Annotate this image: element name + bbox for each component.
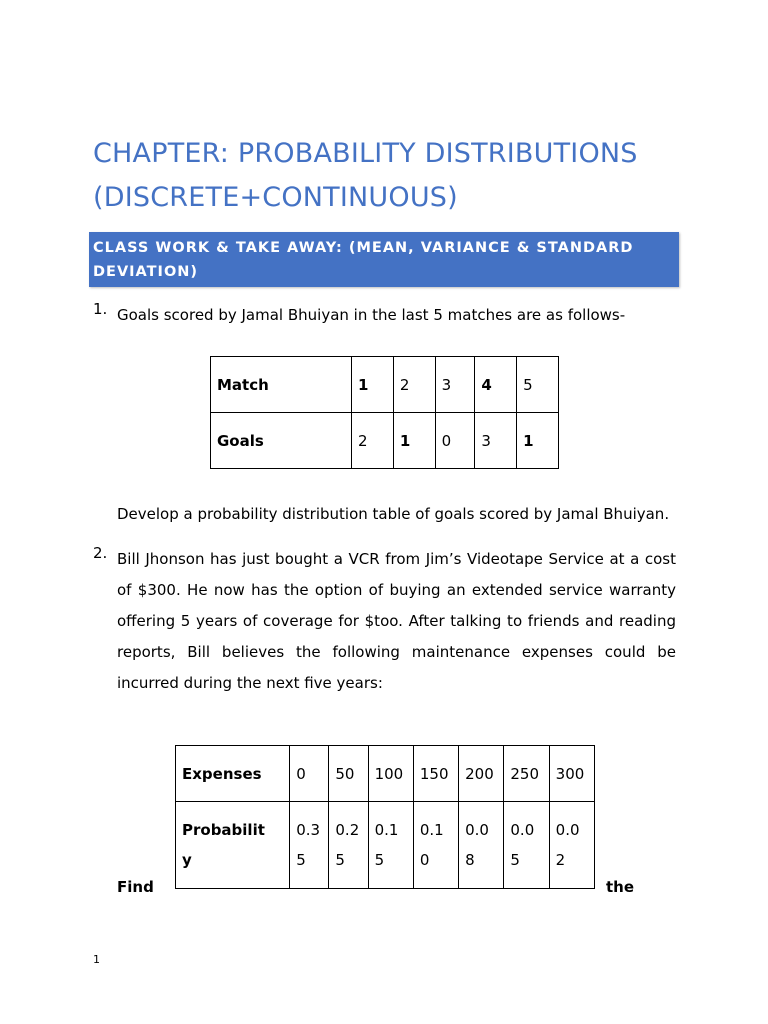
table-cell: 4 [475,357,517,413]
cell-part: 0.0 [510,821,535,839]
banner-line2: DEVIATION) [93,264,199,280]
goals-table [210,356,559,469]
cell-part: 0.1 [419,821,444,839]
cell-part: 0.0 [555,821,580,839]
table-cell: 2 [352,413,394,469]
table-row-goals [211,413,559,469]
table-cell [413,802,458,889]
cell-part: 8 [465,851,475,869]
cell-part: 5 [296,851,306,869]
expenses-table [175,745,595,889]
table-row-match [211,357,559,413]
cell-part: 0.2 [335,821,360,839]
cell-part: 5 [335,851,345,869]
chapter-title-line1: CHAPTER: PROBABILITY DISTRIBUTIONS [93,138,638,169]
table-cell: 0 [290,746,329,802]
table-cell: 300 [549,746,594,802]
table-cell: 200 [459,746,504,802]
table-cell: 5 [517,357,559,413]
table-cell: 1 [517,413,559,469]
table-cell: 1 [393,413,435,469]
table-cell [329,802,368,889]
table-cell-header: Match [211,357,352,413]
section-banner-text [93,236,673,284]
table-cell-header [176,802,290,889]
table-cell [504,802,549,889]
cell-part: 5 [374,851,385,869]
cell-part: 0.1 [374,821,399,839]
cell-part: 2 [555,851,566,869]
table-cell: 0 [435,413,475,469]
table-cell: 150 [413,746,458,802]
table-cell: 250 [504,746,549,802]
question-2-number: 2. [93,544,108,562]
table-cell-header: Expenses [176,746,290,802]
table-row-expenses [176,746,595,802]
cell-part: 0 [419,851,430,869]
table-cell: 3 [475,413,517,469]
table-cell: 50 [329,746,368,802]
find-word: Find [117,878,154,896]
page-number: 1 [93,953,100,966]
question-1-text: Goals scored by Jamal Bhuiyan in the last 5 matches are as follows- [117,306,626,324]
chapter-title [93,132,713,220]
question-1-number: 1. [93,300,108,318]
table-cell: 100 [368,746,413,802]
section-banner [89,232,679,287]
question-2-text: Bill Jhonson has just bought a VCR from Jim’s Videotape Service at a cost of $300. He now has the option of buying an extended service warranty offering 5 years of coverage for $too. After talking to friends and reading reports, Bill believes the following maintenance expenses could be incurred during the next five years: [117,550,676,692]
table-cell [290,802,329,889]
table-cell [459,802,504,889]
question-1-followup: Develop a probability distribution table of goals scored by Jamal Bhuiyan. [117,505,670,523]
table-cell-header: Goals [211,413,352,469]
table-cell: 3 [435,357,475,413]
cell-part: 0.0 [465,821,489,839]
cell-part: 5 [510,851,520,869]
the-word: the [606,878,635,896]
probability-label-part: y [182,851,192,869]
cell-part: 0.3 [296,821,321,839]
table-cell: 1 [352,357,394,413]
banner-line1: CLASS WORK & TAKE AWAY: (MEAN, VARIANCE & STANDARD [93,240,634,256]
table-cell: 2 [393,357,435,413]
probability-label-part: Probabilit [182,821,265,839]
table-row-probability [176,802,595,889]
chapter-title-line2: (DISCRETE+CONTINUOUS) [93,182,458,213]
table-cell [368,802,413,889]
table-cell [549,802,594,889]
